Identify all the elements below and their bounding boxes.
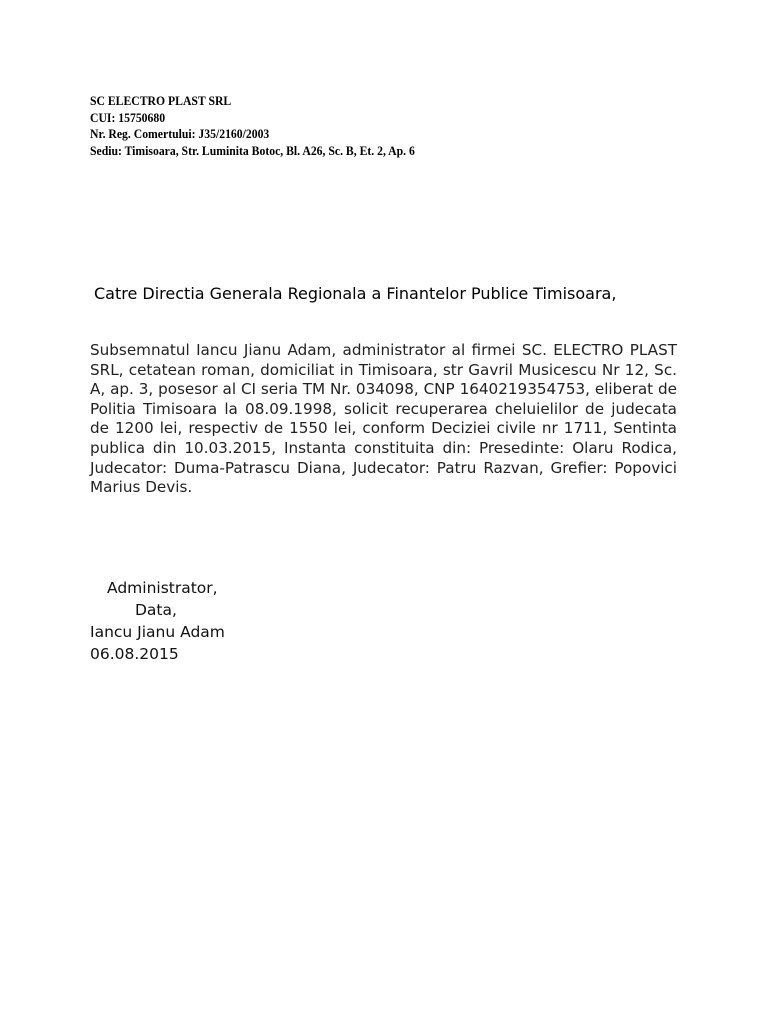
signature-block (90, 577, 390, 665)
company-name: SC ELECTRO PLAST SRL (90, 93, 232, 108)
request-body-paragraph: Subsemnatul Iancu Jianu Adam, administrator al firmei SC. ELECTRO PLAST SRL, cetatean roman, domiciliat in Timisoara, str Gavril Musicescu Nr 12, Sc. A, ap. 3, posesor al CI seria TM Nr. 034098, CNP 1640219354753, eliberat de Politia Timisoara la 08.09.1998, solicit recuperarea cheluielilor de judecata de 1200 lei, respectiv de 1550 lei, conform Deciziei civile nr 1711, Sentinta publica din 10.03.2015, Instanta constituita din: Presedinte: Olaru Rodica, Judecator: Duma-Patrascu Diana, Judecator: Patru Razvan, Grefier: Popovici Marius Devis. (90, 341, 677, 497)
company-registration: Nr. Reg. Comertului: J35/2160/2003 (90, 126, 270, 141)
signatory-name: Iancu Jianu Adam (90, 623, 225, 641)
company-header (90, 93, 630, 159)
company-address: Sediu: Timisoara, Str. Luminita Botoc, Bl. A26, Sc. B, Et. 2, Ap. 6 (90, 142, 415, 158)
signature-date-label: Data, (135, 601, 177, 619)
signature-date: 06.08.2015 (90, 645, 179, 663)
signature-role: Administrator, (107, 579, 218, 597)
addressee-line: Catre Directia Generala Regionala a Finantelor Publice Timisoara, (94, 284, 617, 303)
company-cui: CUI: 15750680 (90, 109, 166, 125)
